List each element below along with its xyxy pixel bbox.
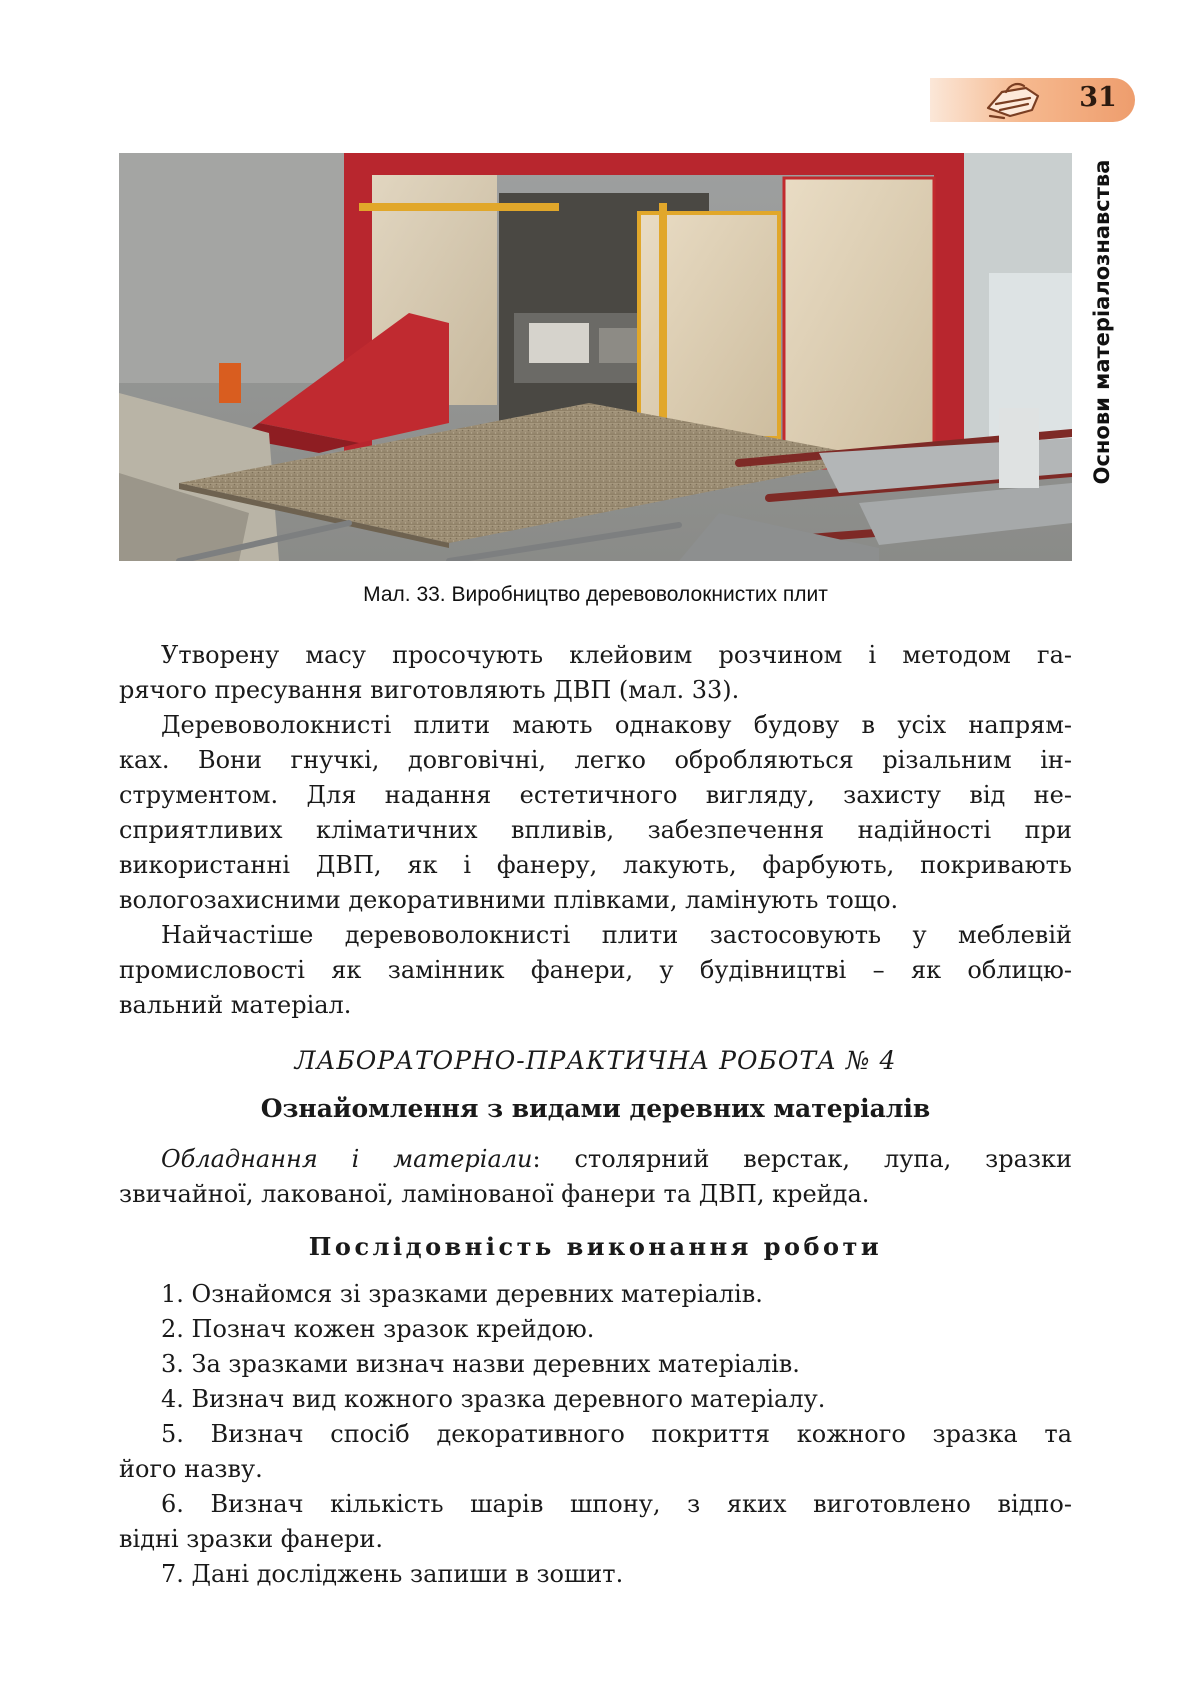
step-2: 2. Познач кожен зразок крейдою.	[161, 1315, 595, 1343]
step-4: 4. Визнач вид кожного зразка деревного матеріалу.	[161, 1385, 826, 1413]
hand-plane-icon	[982, 78, 1044, 124]
paragraph-3-line-3: вальний матеріал.	[119, 991, 352, 1019]
paragraph-2-line-4: сприятливих кліматичних впливів, забезпечення надійності при	[119, 816, 1072, 844]
step-5-line-2: його назву.	[119, 1455, 263, 1483]
paragraph-2-line-5: використанні ДВП, як і фанеру, лакують, фарбують, покривають	[119, 851, 1072, 879]
fiberboard-production-photo	[119, 153, 1072, 561]
lab-work-subtitle: Ознайомлення з видами деревних матеріалів	[260, 1094, 931, 1123]
paragraph-1-line-1: Утворену масу просочують клейовим розчином і методом га-	[161, 641, 1072, 669]
paragraph-1-line-2: рячого пресування виготовляють ДВП (мал. 33).	[119, 676, 740, 704]
step-5-line-1: 5. Визнач спосіб декоративного покриття кожного зразка та	[161, 1420, 1072, 1448]
step-6-line-2: відні зразки фанери.	[119, 1525, 384, 1553]
section-side-title	[1082, 154, 1122, 490]
equipment-line-2: звичайної, лакованої, ламінованої фанери та ДВП, крейда.	[119, 1180, 870, 1208]
paragraph-3-line-1: Найчастіше деревоволокнисті плити застосовують у меблевій	[161, 921, 1072, 949]
section-side-title-text: Основи матеріалознавства	[1090, 159, 1114, 485]
procedure-title: Послідовність виконання роботи	[308, 1232, 883, 1261]
figure-caption: Мал. 33. Виробництво деревоволокнистих плит	[363, 583, 828, 606]
paragraph-2-line-1: Деревоволокнисті плити мають однакову будову в усіх напрям-	[161, 711, 1072, 739]
page-number: 31	[1079, 82, 1117, 113]
step-7: 7. Дані досліджень запиши в зошит.	[161, 1560, 624, 1588]
equipment-line-1	[119, 1142, 1072, 1177]
step-6-line-1: 6. Визнач кількість шарів шпону, з яких виготовлено відпо-	[161, 1490, 1072, 1518]
equipment-list-start: : столярний верстак, лупа, зразки	[532, 1145, 1073, 1173]
paragraph-3-line-2: промисловості як замінник фанери, у будівництві – як облицю-	[119, 956, 1072, 984]
paragraph-2-line-3: струментом. Для надання естетичного вигляду, захисту від не-	[119, 781, 1072, 809]
paragraph-2-line-6: вологозахисними декоративними плівками, ламінують тощо.	[119, 886, 899, 914]
paragraph-2-line-2: ках. Вони гнучкі, довговічні, легко обробляються різальним ін-	[119, 746, 1072, 774]
equipment-label: Обладнання і матеріали	[161, 1145, 533, 1173]
step-1: 1. Ознайомся зі зразками деревних матеріалів.	[161, 1280, 763, 1308]
step-3: 3. За зразками визнач назви деревних матеріалів.	[161, 1350, 800, 1378]
lab-work-title: ЛАБОРАТОРНО-ПРАКТИЧНА РОБОТА № 4	[294, 1046, 897, 1075]
